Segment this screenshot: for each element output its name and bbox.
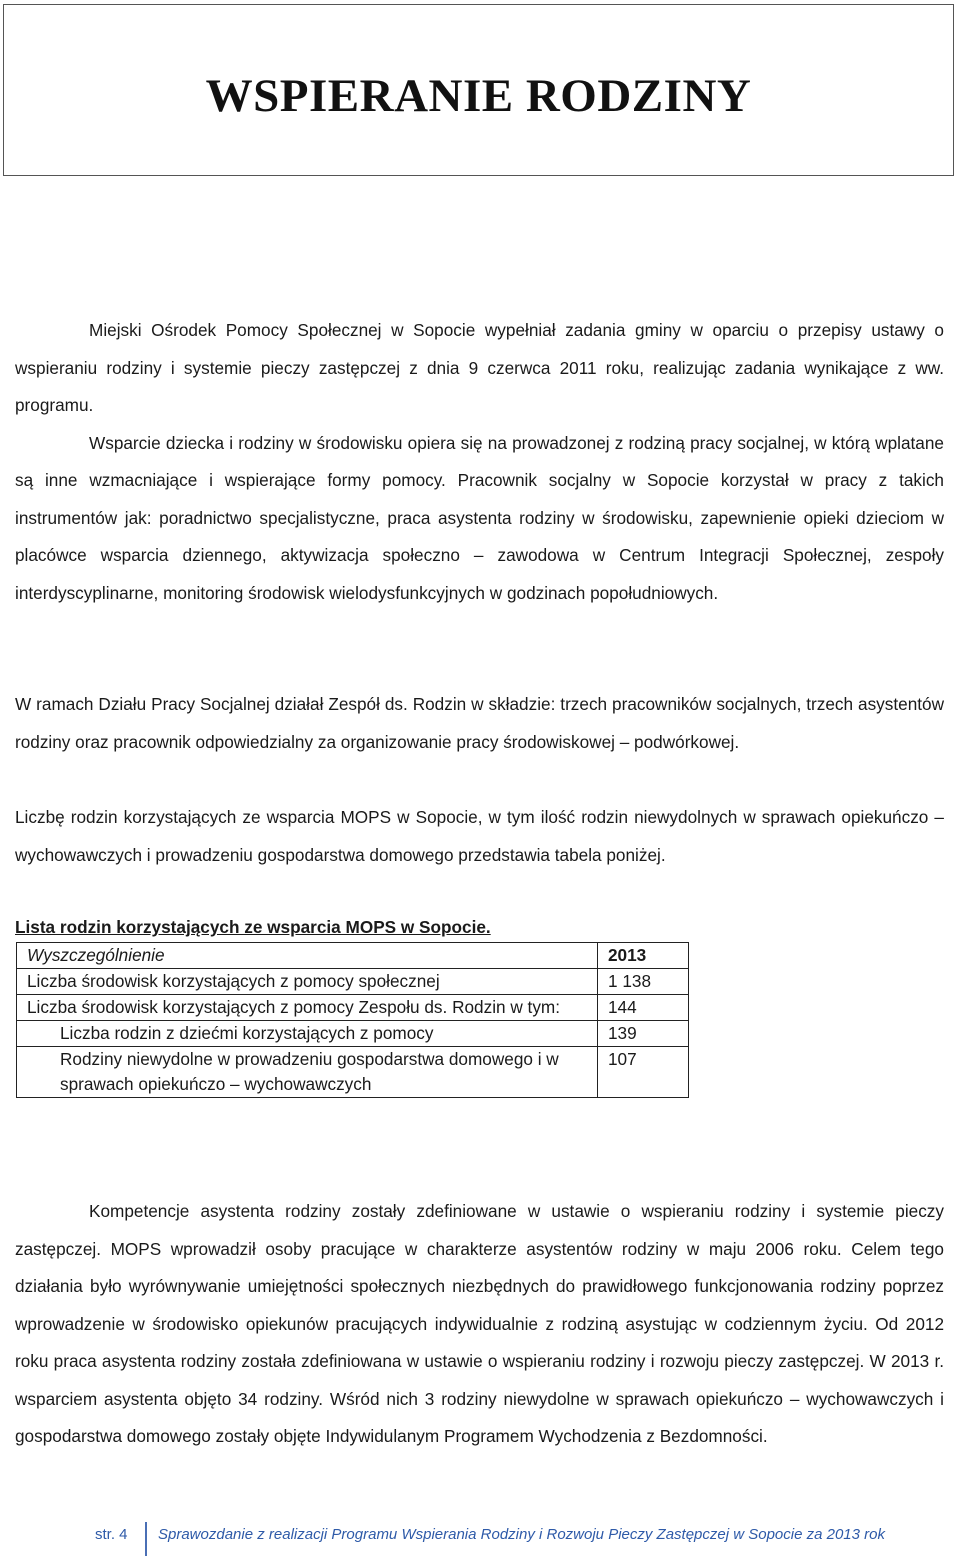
row-value: 1 138 — [598, 969, 689, 995]
intro-text: Miejski Ośrodek Pomocy Społecznej w Sopocie wypełniał zadania gminy w oparciu o przepisy ustawy o wspieraniu rodziny i systemie pieczy zastępczej z dnia 9 czerwca 2011 roku, realizując zadania wynikające z ww. programu. — [15, 320, 944, 415]
header-label: Wyszczególnienie — [17, 943, 598, 969]
intro-paragraph — [15, 312, 944, 425]
table-intro-paragraph: Liczbę rodzin korzystających ze wsparcia MOPS w Sopocie, w tym ilość rodzin niewydolnych w sprawach opiekuńczo – wychowawczych i prowadzeniu gospodarstwa domowego przedstawia tabela poniżej. — [15, 807, 944, 865]
support-paragraph — [15, 425, 944, 613]
intro-section — [15, 312, 944, 612]
table-header-row — [17, 943, 689, 969]
families-table — [16, 942, 689, 1098]
team-paragraph: W ramach Działu Pracy Socjalnej działał Zespół ds. Rodzin w składzie: trzech pracowników socjalnych, trzech asystentów rodziny oraz pracownik odpowiedzialny za organizowanie pracy środowiskowej – podwórkowej. — [15, 694, 944, 752]
assistant-text: Kompetencje asystenta rodziny zostały zdefiniowane w ustawie o wspieraniu rodziny i systemie pieczy zastępczej. MOPS wprowadził osoby pracujące w charakterze asystentów rodziny w maju 2006 roku. Celem tego działania było wyrównywanie umiejętności społecznych niezbędnych do prawidłowego funkcjonowania rodziny poprzez wprowadzenie w środowisko opiekunów pracujących indywidualnie z rodziną asystując w codziennym życiu. Od 2012 roku praca asystenta rodziny została zdefiniowana w ustawie o wspieraniu rodziny i rozwoju pieczy zastępczej. W 2013 r. wsparciem asystenta objęto 34 rodziny. Wśród nich 3 rodziny niewydolne w sprawach opiekuńczo – wychowawczych i gospodarstwa domowego zostały objęte Indywidulanym Programem Wychodzenia z Bezdomności. — [15, 1201, 944, 1446]
header-year: 2013 — [598, 943, 689, 969]
footer-caption: Sprawozdanie z realizacji Programu Wspierania Rodziny i Rozwoju Pieczy Zastępczej w Sopocie za 2013 rok — [158, 1526, 885, 1543]
table-row — [17, 969, 689, 995]
page-number: str. 4 — [95, 1526, 128, 1543]
row-label: Rodziny niewydolne w prowadzeniu gospodarstwa domowego i w sprawach opiekuńczo – wychowawczych — [17, 1047, 598, 1098]
row-label: Liczba środowisk korzystających z pomocy społecznej — [17, 969, 598, 995]
support-text: Wsparcie dziecka i rodziny w środowisku opiera się na prowadzonej z rodziną pracy socjalnej, w którą wplatane są inne wzmacniające i wspierające formy pomocy. Pracownik socjalny w Sopocie korzystał w pracy z takich instrumentów jak: poradnictwo specjalistyczne, praca asystenta rodziny w środowisku, zapewnienie opieki dzieciom w placówce wsparcia dziennego, aktywizacja społeczno – zawodowa w Centrum Integracji Społecznej, zespoły interdyscyplinarne, monitoring środowisk wielodysfunkcyjnych w godzinach popołudniowych. — [15, 432, 944, 603]
table-title: Lista rodzin korzystających ze wsparcia MOPS w Sopocie. — [15, 917, 491, 937]
table-row — [17, 995, 689, 1021]
table-row — [17, 1021, 689, 1047]
row-value: 107 — [598, 1047, 689, 1098]
footer-divider — [145, 1522, 147, 1556]
row-value: 144 — [598, 995, 689, 1021]
document-title: WSPIERANIE RODZINY — [205, 70, 752, 122]
table-row — [17, 1047, 689, 1098]
row-label: Liczba środowisk korzystających z pomocy Zespołu ds. Rodzin w tym: — [17, 995, 598, 1021]
title-box — [3, 4, 954, 176]
assistant-paragraph — [15, 1193, 944, 1456]
row-label: Liczba rodzin z dziećmi korzystających z pomocy — [17, 1021, 598, 1047]
row-value: 139 — [598, 1021, 689, 1047]
